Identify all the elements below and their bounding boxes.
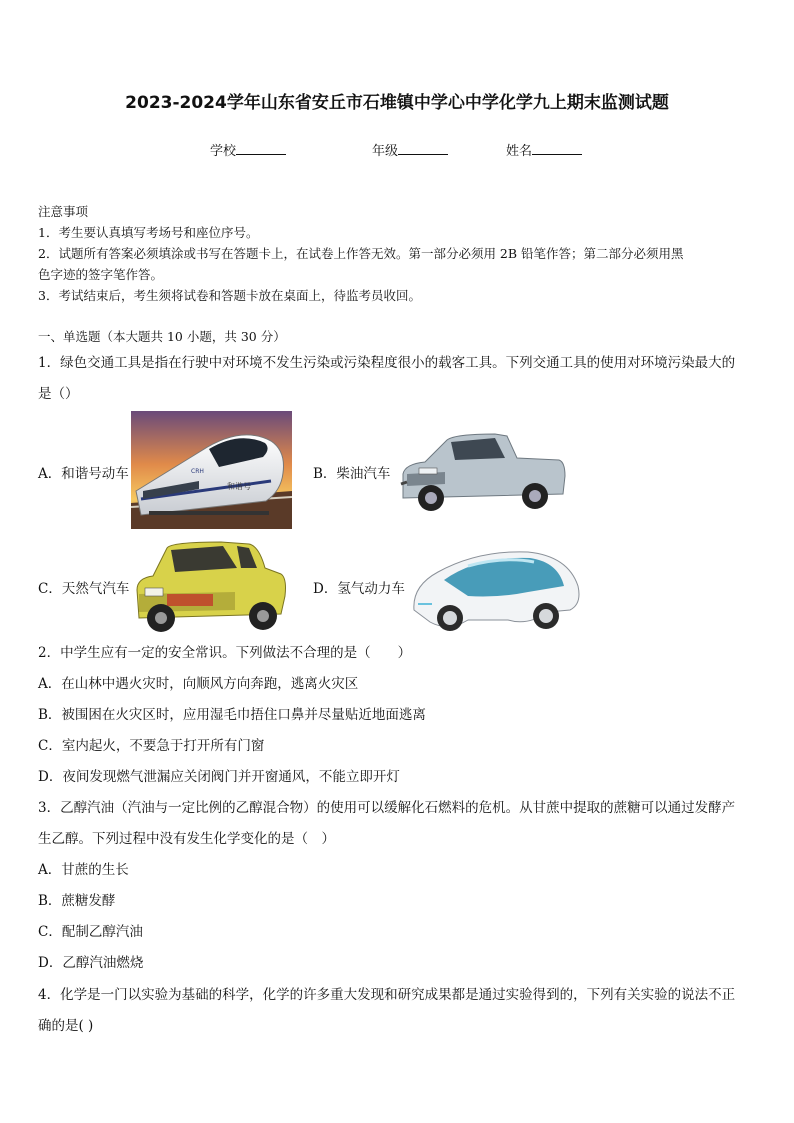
notice-item: 2．试题所有答案必须填涂或书写在答题卡上，在试卷上作答无效。第一部分必须用 2B 铅笔作答；第二部分必须用黑 bbox=[38, 246, 684, 261]
notice-item: 色字迹的签字笔作答。 bbox=[38, 267, 164, 282]
q3-option-b: B．蔗糖发酵 bbox=[38, 893, 116, 909]
notice-item: 1．考生要认真填写考场号和座位序号。 bbox=[38, 225, 259, 240]
question-2-stem: 2．中学生应有一定的安全常识。下列做法不合理的是（ ） bbox=[38, 645, 412, 661]
school-blank bbox=[236, 142, 286, 155]
question-4-stem: 4．化学是一门以实验为基础的科学，化学的许多重大发现和研究成果都是通过实验得到的，下列有关实验的说法不正 bbox=[38, 987, 736, 1003]
diesel-truck-image bbox=[395, 428, 567, 516]
notice-heading: 注意事项 bbox=[38, 204, 89, 219]
section-heading: 一、单选题（本大题共 10 小题，共 30 分） bbox=[38, 329, 286, 344]
q2-option-a: A．在山林中遇火灾时，向顺风方向奔跑，逃离火灾区 bbox=[38, 676, 359, 692]
name-blank bbox=[532, 142, 582, 155]
q1-option-c: C．天然气汽车 bbox=[38, 581, 130, 597]
q2-option-d: D．夜间发现燃气泄漏应关闭阀门并开窗通风，不能立即开灯 bbox=[38, 769, 400, 785]
question-1-stem: 1．绿色交通工具是指在行驶中对环境不发生污染或污染程度很小的载客工具。下列交通工具的使用对环境污染最大的 bbox=[38, 355, 736, 371]
school-label: 学校 bbox=[210, 144, 237, 159]
q2-option-b: B．被围困在火灾区时，应用湿毛巾捂住口鼻并尽量贴近地面逃离 bbox=[38, 707, 426, 723]
name-field bbox=[506, 140, 582, 159]
q3-option-c: C．配制乙醇汽油 bbox=[38, 924, 143, 940]
notice-item: 3．考试结束后，考生须将试卷和答题卡放在桌面上，待监考员收回。 bbox=[38, 288, 421, 303]
name-label: 姓名 bbox=[506, 144, 533, 159]
question-3-stem: 3．乙醇汽油（汽油与一定比例的乙醇混合物）的使用可以缓解化石燃料的危机。从甘蔗中提取的蔗糖可以通过发酵产 bbox=[38, 800, 736, 816]
school-field bbox=[210, 140, 286, 159]
natural-gas-car-image bbox=[131, 538, 289, 635]
q2-option-c: C．室内起火，不要急于打开所有门窗 bbox=[38, 738, 265, 754]
q1-option-a: A．和谐号动车 bbox=[38, 466, 129, 482]
grade-blank bbox=[398, 142, 448, 155]
train-name-text: 和谐号 bbox=[227, 482, 251, 491]
q1-option-b: B．柴油汽车 bbox=[313, 466, 391, 482]
grade-field bbox=[372, 140, 448, 159]
question-3-stem-cont: 生乙醇。下列过程中没有发生化学变化的是（ ） bbox=[38, 831, 335, 847]
question-4-stem-cont: 确的是( ) bbox=[38, 1018, 94, 1034]
question-1-stem-cont: 是（） bbox=[38, 386, 79, 402]
q3-option-a: A．甘蔗的生长 bbox=[38, 862, 129, 878]
train-logo-text: CRH bbox=[191, 468, 204, 475]
grade-label: 年级 bbox=[372, 144, 399, 159]
hydrogen-car-image bbox=[408, 546, 587, 637]
train-image bbox=[131, 411, 292, 529]
q1-option-d: D．氢气动力车 bbox=[313, 581, 405, 597]
page-title: 2023-2024学年山东省安丘市石堆镇中学心中学化学九上期末监测试题 bbox=[125, 93, 669, 113]
q3-option-d: D．乙醇汽油燃烧 bbox=[38, 955, 144, 971]
